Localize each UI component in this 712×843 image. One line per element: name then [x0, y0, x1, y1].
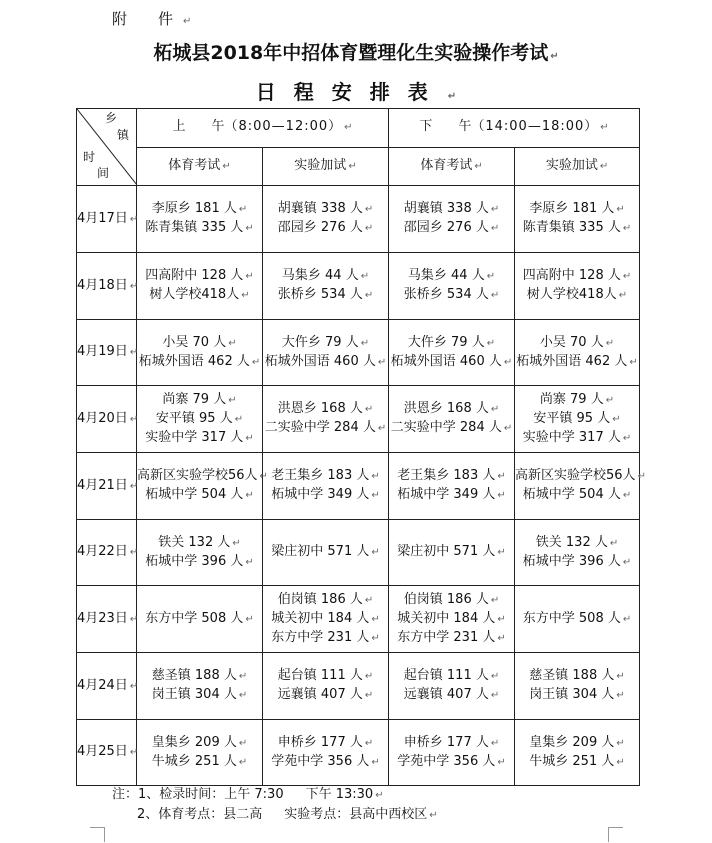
cell-line: 二实验中学 284 人 ↵: [390, 420, 513, 435]
date-cell: 4月24日 ↵: [77, 653, 137, 720]
table-row: [77, 586, 640, 653]
cell-line: 邵园乡 276 人 ↵: [277, 220, 374, 235]
schedule-cell-lab-pm: [515, 520, 640, 586]
cell-line: 柘城外国语 460 人 ↵: [390, 353, 513, 369]
cell-line: 申桥乡 177 人 ↵: [403, 734, 500, 750]
cell-line: 东方中学 231 人 ↵: [397, 629, 506, 645]
cell-line: 远襄镇 407 人 ↵: [277, 687, 374, 702]
cell-line: 大仵乡 79 人 ↵: [407, 334, 496, 350]
schedule-cell-lab-pm: [515, 253, 640, 320]
schedule-cell-pe-pm: [389, 453, 515, 520]
cell-line: 高新区实验学校56人 ↵: [137, 468, 268, 483]
cell-line: 马集乡 44 人 ↵: [407, 268, 496, 283]
cell-line: 柘城外国语 462 人 ↵: [138, 353, 261, 369]
table-row: [77, 253, 640, 320]
cell-line: 皇集乡 209 人 ↵: [529, 734, 625, 750]
date-cell: 4月19日 ↵: [77, 320, 137, 386]
cell-line: 大仵乡 79 人 ↵: [281, 334, 370, 350]
cell-line: 老王集乡 183 人 ↵: [397, 468, 506, 483]
schedule-cell-lab-am: [263, 320, 389, 386]
schedule-cell-lab-pm: [515, 586, 640, 653]
cell-line: 起台镇 111 人 ↵: [403, 668, 500, 683]
schedule-cell-pe-pm: [389, 186, 515, 253]
schedule-cell-lab-pm: [515, 720, 640, 786]
date-cell: 4月23日 ↵: [77, 586, 137, 653]
date-text: 4月17日: [77, 210, 128, 226]
cell-line: 张桥乡 534 人 ↵: [403, 287, 500, 302]
cell-line: 东方中学 508 人 ↵: [522, 610, 632, 626]
cell-line: 二实验中学 284 人 ↵: [264, 420, 387, 435]
cell-line: 岗王镇 304 人 ↵: [529, 687, 625, 702]
cell-line: 高新区实验学校56人 ↵: [515, 468, 646, 483]
cell-line: 城关初中 184 人 ↵: [397, 610, 506, 626]
cell-line: 学苑中学 356 人 ↵: [397, 753, 506, 769]
schedule-cell-lab-pm: [515, 320, 640, 386]
cell-line: 起台镇 111 人 ↵: [277, 668, 374, 683]
table-row: [77, 520, 640, 586]
schedule-cell-lab-am: [263, 386, 389, 453]
cell-line: 李原乡 181 人 ↵: [529, 201, 625, 216]
cell-line: 胡襄镇 338 人 ↵: [277, 201, 374, 216]
date-cell: 4月25日 ↵: [77, 720, 137, 786]
schedule-cell-pe-am: [137, 253, 263, 320]
cell-line: 洪恩乡 168 人 ↵: [277, 401, 374, 416]
header-row-period: [77, 109, 640, 148]
schedule-cell-lab-am: [263, 720, 389, 786]
schedule-cell-lab-pm: [515, 453, 646, 520]
cell-line: 小吴 70 人 ↵: [162, 334, 237, 350]
date-cell: 4月21日 ↵: [77, 453, 137, 520]
schedule-cell-pe-pm: [389, 320, 515, 386]
cell-line: 柘城中学 349 人 ↵: [397, 487, 506, 502]
cell-line: 申桥乡 177 人 ↵: [277, 734, 374, 750]
schedule-cell-lab-pm: [515, 186, 640, 253]
cell-line: 东方中学 508 人 ↵: [145, 610, 254, 626]
schedule-cell-pe-pm: [389, 253, 515, 320]
schedule-cell-lab-am: [263, 520, 389, 586]
schedule-cell-lab-pm: [515, 386, 640, 453]
header-row-types: [77, 147, 640, 186]
date-cell: 4月20日 ↵: [77, 386, 137, 453]
col-header-lab-am: 实验加试 ↵: [263, 147, 389, 186]
diag-label-bottom1: 时: [83, 150, 96, 164]
schedule-cell-pe-am: [137, 586, 263, 653]
cell-line: 柘城中学 504 人 ↵: [145, 487, 254, 502]
schedule-cell-pe-am: [137, 520, 263, 586]
col-header-lab-pm: 实验加试 ↵: [515, 147, 640, 186]
cell-line: 邵园乡 276 人 ↵: [403, 220, 500, 235]
schedule-cell-lab-am: [263, 653, 389, 720]
schedule-cell-pe-am: [137, 653, 263, 720]
cell-line: 柘城中学 349 人 ↵: [271, 487, 380, 502]
cell-line: 岗王镇 304 人 ↵: [151, 687, 248, 702]
cell-line: 柘城中学 504 人 ↵: [522, 487, 632, 502]
diag-label-top2: 镇: [117, 128, 130, 142]
cell-line: 柘城中学 396 人 ↵: [522, 553, 632, 569]
cell-line: 学苑中学 356 人 ↵: [271, 753, 380, 769]
date-cell: 4月17日 ↵: [77, 186, 137, 253]
schedule-cell-pe-pm: [389, 386, 515, 453]
cell-line: 皇集乡 209 人 ↵: [151, 734, 248, 750]
schedule-cell-pe-pm: [389, 720, 515, 786]
diag-label-bottom2: 间: [97, 166, 110, 180]
schedule-cell-lab-am: [263, 253, 389, 320]
col-header-pe-pm: 体育考试 ↵: [389, 147, 515, 186]
cell-line: 陈青集镇 335 人 ↵: [145, 220, 254, 235]
table-row: [77, 320, 640, 386]
date-text: 4月25日: [77, 744, 128, 759]
schedule-cell-pe-pm: [389, 653, 515, 720]
cell-line: 李原乡 181 人 ↵: [151, 201, 248, 216]
page-corner-mark-right: [608, 827, 623, 842]
table-row: [77, 386, 640, 453]
date-text: 4月19日: [77, 344, 128, 359]
morning-header: 上 午（8:00—12:00） ↵: [137, 109, 389, 148]
diag-label-top1: 乡: [105, 111, 118, 125]
date-text: 4月24日: [77, 677, 128, 693]
diagonal-header-cell: [77, 109, 137, 186]
cell-line: 张桥乡 534 人 ↵: [277, 287, 374, 302]
cell-line: 四高附中 128 人 ↵: [522, 268, 632, 283]
page-corner-mark-left: [90, 827, 105, 842]
schedule-table: [76, 108, 646, 786]
cell-line: 尚寨 79 人 ↵: [162, 391, 237, 407]
cell-line: 远襄镇 407 人 ↵: [403, 687, 500, 702]
cell-line: 尚寨 79 人 ↵: [539, 391, 615, 407]
document-title: 柘城县2018年中招体育暨理化生实验操作考试 ↵: [153, 42, 559, 64]
cell-line: 慈圣镇 188 人 ↵: [529, 668, 625, 683]
return-mark: ↵: [183, 16, 192, 27]
schedule-cell-lab-am: [263, 453, 389, 520]
table-row: [77, 653, 640, 720]
cell-line: 东方中学 231 人 ↵: [271, 629, 380, 645]
cell-line: 树人学校418人 ↵: [526, 287, 628, 302]
cell-line: 四高附中 128 人 ↵: [145, 268, 254, 283]
note-2: 2、体育考点：县二高 实验考点：县高中西校区 ↵: [137, 807, 438, 822]
cell-line: 洪恩乡 168 人 ↵: [403, 401, 500, 416]
cell-line: 柘城外国语 462 人 ↵: [516, 353, 638, 369]
cell-line: 实验中学 317 人 ↵: [522, 429, 632, 445]
appendix-label: 附 件 ↵: [112, 10, 192, 28]
date-cell: 4月18日 ↵: [77, 253, 137, 320]
cell-line: 柘城外国语 460 人 ↵: [264, 353, 387, 369]
table-row: [77, 720, 640, 786]
cell-line: 慈圣镇 188 人 ↵: [151, 668, 248, 683]
cell-line: 老王集乡 183 人 ↵: [271, 468, 380, 483]
schedule-cell-lab-pm: [515, 653, 640, 720]
document-subtitle: 日程安排表 ↵: [255, 80, 457, 104]
cell-line: 马集乡 44 人 ↵: [281, 268, 370, 283]
cell-line: 实验中学 317 人 ↵: [145, 429, 254, 445]
cell-line: 安平镇 95 人 ↵: [533, 410, 621, 426]
table-row: [77, 186, 640, 253]
date-text: 4月23日: [77, 610, 128, 626]
schedule-cell-pe-am: [137, 186, 263, 253]
cell-line: 铁关 132 人 ↵: [158, 534, 241, 550]
schedule-cell-pe-am: [137, 386, 263, 453]
date-text: 4月18日: [77, 277, 128, 293]
cell-line: 安平镇 95 人 ↵: [155, 410, 244, 426]
date-cell: 4月22日 ↵: [77, 520, 137, 586]
note-1: 注：1、检录时间：上午 7:30 下午 13:30 ↵: [112, 787, 384, 802]
cell-line: 梁庄初中 571 人 ↵: [397, 544, 506, 559]
schedule-cell-lab-am: [263, 586, 389, 653]
date-text: 4月22日: [77, 544, 128, 559]
schedule-cell-pe-am: [137, 453, 268, 520]
schedule-cell-pe-pm: [389, 520, 515, 586]
cell-line: 城关初中 184 人 ↵: [271, 610, 380, 626]
afternoon-header: 下 午（14:00—18:00） ↵: [389, 109, 640, 148]
table-row: [77, 453, 640, 520]
col-header-pe-am: 体育考试 ↵: [137, 147, 263, 186]
cell-line: 小吴 70 人 ↵: [539, 334, 615, 350]
date-text: 4月21日: [77, 477, 128, 493]
cell-line: 牛城乡 251 人 ↵: [151, 753, 248, 769]
cell-line: 树人学校418人 ↵: [149, 287, 250, 302]
schedule-cell-pe-am: [137, 720, 263, 786]
cell-line: 胡襄镇 338 人 ↵: [403, 201, 500, 216]
cell-line: 柘城中学 396 人 ↵: [145, 553, 254, 569]
schedule-cell-pe-pm: [389, 586, 515, 653]
cell-line: 陈青集镇 335 人 ↵: [522, 220, 632, 235]
cell-line: 铁关 132 人 ↵: [535, 534, 619, 550]
notes-block: [112, 785, 438, 825]
date-text: 4月20日: [77, 410, 128, 426]
schedule-cell-pe-am: [137, 320, 263, 386]
cell-line: 伯岗镇 186 人 ↵: [277, 591, 374, 607]
schedule-cell-lab-am: [263, 186, 389, 253]
cell-line: 伯岗镇 186 人 ↵: [403, 591, 500, 607]
cell-line: 牛城乡 251 人 ↵: [529, 753, 625, 769]
cell-line: 梁庄初中 571 人 ↵: [271, 544, 380, 559]
